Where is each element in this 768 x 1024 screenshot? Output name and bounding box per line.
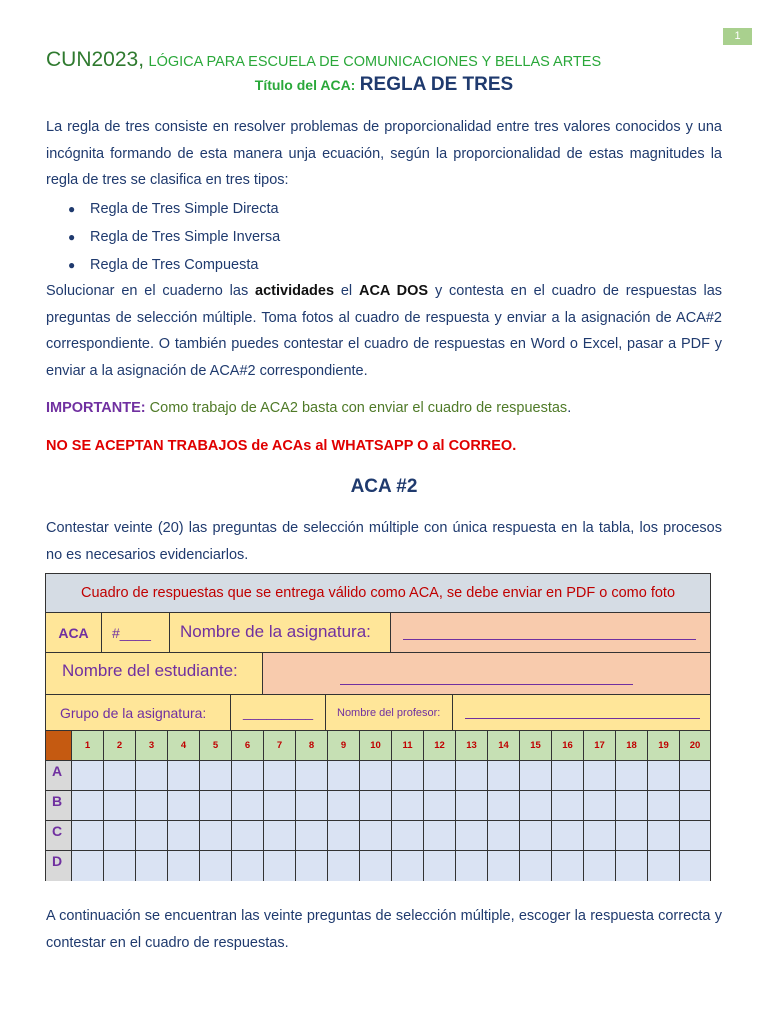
question-number: 13 — [456, 731, 488, 761]
answer-cell[interactable] — [168, 821, 200, 851]
answer-cell[interactable] — [456, 761, 488, 791]
list-item — [68, 257, 258, 273]
instructions-paragraph — [46, 278, 722, 384]
warning-text: NO SE ACEPTAN TRABAJOS de ACAs al WHATSAPP O al CORREO. — [46, 438, 517, 454]
answer-cell[interactable] — [584, 851, 616, 881]
answer-cell[interactable] — [200, 851, 232, 881]
teacher-label: Nombre del profesor: — [326, 695, 453, 731]
group-label: Grupo de la asignatura: — [46, 695, 231, 731]
answer-cell[interactable] — [680, 791, 710, 821]
bullet-icon: ● — [68, 230, 76, 244]
answer-cell[interactable] — [168, 851, 200, 881]
answer-cell[interactable] — [424, 851, 456, 881]
answer-cell[interactable] — [520, 851, 552, 881]
answer-cell[interactable] — [136, 791, 168, 821]
important-note — [46, 400, 571, 416]
question-number: 11 — [392, 731, 424, 761]
answer-cell[interactable] — [72, 821, 104, 851]
option-label: B — [46, 791, 72, 821]
question-number: 4 — [168, 731, 200, 761]
answer-cell[interactable] — [328, 821, 360, 851]
answer-cell[interactable] — [296, 851, 328, 881]
section-title: ACA #2 — [350, 476, 418, 497]
aca-title-text: REGLA DE TRES — [359, 74, 514, 95]
student-label: Nombre del estudiante: — [46, 653, 263, 695]
group-field[interactable]: _________ — [231, 695, 326, 731]
aca-label: ACA — [46, 613, 102, 653]
list-item-text: Regla de Tres Simple Inversa — [90, 229, 281, 245]
instr-text-1: Solucionar en el cuaderno las — [46, 283, 249, 299]
answer-cell[interactable] — [264, 791, 296, 821]
aca-title-label: Título del ACA: — [254, 77, 356, 93]
answer-cell[interactable] — [456, 791, 488, 821]
answer-cell[interactable] — [392, 791, 424, 821]
important-text: Como trabajo de ACA2 basta con enviar el cuadro de respuestas — [149, 400, 568, 416]
answer-cell[interactable] — [360, 761, 392, 791]
answer-cell[interactable] — [72, 851, 104, 881]
list-item — [68, 229, 280, 245]
list-item — [68, 201, 279, 217]
subject-field[interactable] — [391, 613, 710, 653]
question-number: 9 — [328, 731, 360, 761]
course-code: CUN2023, — [46, 48, 145, 71]
option-label: A — [46, 761, 72, 791]
question-number: 3 — [136, 731, 168, 761]
answer-cell[interactable] — [200, 821, 232, 851]
answer-cell[interactable] — [264, 761, 296, 791]
question-number: 6 — [232, 731, 264, 761]
question-number: 1 — [72, 731, 104, 761]
answer-cell[interactable] — [296, 821, 328, 851]
question-number: 20 — [680, 731, 710, 761]
answer-cell[interactable] — [552, 761, 584, 791]
answer-sheet — [45, 573, 711, 881]
question-number: 17 — [584, 731, 616, 761]
aca-title — [0, 74, 768, 96]
answer-cell[interactable] — [616, 761, 648, 791]
answer-cell[interactable] — [488, 851, 520, 881]
answer-cell[interactable] — [424, 821, 456, 851]
important-label: IMPORTANTE: — [46, 400, 146, 416]
question-number: 18 — [616, 731, 648, 761]
course-header — [46, 48, 601, 72]
answer-cell[interactable] — [648, 851, 680, 881]
student-field[interactable] — [263, 653, 710, 695]
answer-cell[interactable] — [136, 761, 168, 791]
answer-cell[interactable] — [264, 821, 296, 851]
answer-cell[interactable] — [616, 791, 648, 821]
answer-cell[interactable] — [584, 791, 616, 821]
aca-number-field[interactable]: #____ — [102, 613, 170, 653]
bullet-icon: ● — [68, 202, 76, 216]
answer-cell[interactable] — [520, 761, 552, 791]
page-number: 1 — [723, 28, 752, 45]
option-label: D — [46, 851, 72, 881]
answer-cell[interactable] — [232, 821, 264, 851]
answer-cell[interactable] — [72, 761, 104, 791]
answer-cell[interactable] — [136, 851, 168, 881]
answer-cell[interactable] — [584, 761, 616, 791]
answer-cell[interactable] — [456, 821, 488, 851]
course-name: LÓGICA PARA ESCUELA DE COMUNICACIONES Y BELLAS ARTES — [148, 54, 602, 70]
question-number: 7 — [264, 731, 296, 761]
answer-cell[interactable] — [232, 791, 264, 821]
answer-cell[interactable] — [648, 761, 680, 791]
question-number: 14 — [488, 731, 520, 761]
answer-cell[interactable] — [488, 821, 520, 851]
answer-cell[interactable] — [168, 761, 200, 791]
subject-label: Nombre de la asignatura: — [170, 613, 391, 653]
question-number: 16 — [552, 731, 584, 761]
answer-cell[interactable] — [616, 821, 648, 851]
answer-cell[interactable] — [392, 761, 424, 791]
answer-cell[interactable] — [200, 761, 232, 791]
answer-cell[interactable] — [488, 791, 520, 821]
answer-cell[interactable] — [232, 761, 264, 791]
answer-cell[interactable] — [360, 791, 392, 821]
answer-cell[interactable] — [680, 821, 710, 851]
answer-cell[interactable] — [104, 851, 136, 881]
grid-corner — [46, 731, 72, 761]
answer-cell[interactable] — [360, 851, 392, 881]
answer-cell[interactable] — [488, 761, 520, 791]
answer-sheet-caption: Cuadro de respuestas que se entrega válido como ACA, se debe enviar en PDF o como foto — [46, 574, 710, 613]
answer-cell[interactable] — [552, 821, 584, 851]
question-number: 10 — [360, 731, 392, 761]
bullet-icon: ● — [68, 258, 76, 272]
answer-cell[interactable] — [456, 851, 488, 881]
answer-cell[interactable] — [328, 851, 360, 881]
answer-cell[interactable] — [424, 791, 456, 821]
list-item-text: Regla de Tres Simple Directa — [90, 201, 279, 217]
teacher-blank-line — [465, 718, 700, 719]
answer-cell[interactable] — [168, 791, 200, 821]
student-blank-line — [340, 684, 633, 685]
answer-cell[interactable] — [328, 791, 360, 821]
question-number: 2 — [104, 731, 136, 761]
intro-paragraph: La regla de tres consiste en resolver problemas de proporcionalidad entre tres valores conocidos y una incógnita formando de esta manera unja ecuación, según la proporcionalidad de estas magnitudes la regla de tres se clasifica en tres tipos: — [46, 119, 722, 188]
instr-bold-2: ACA DOS — [358, 283, 429, 299]
answer-cell[interactable] — [520, 821, 552, 851]
list-item-text: Regla de Tres Compuesta — [90, 257, 259, 273]
answer-cell[interactable] — [520, 791, 552, 821]
answer-cell[interactable] — [264, 851, 296, 881]
answer-cell[interactable] — [328, 761, 360, 791]
answer-cell[interactable] — [104, 761, 136, 791]
question-number: 5 — [200, 731, 232, 761]
answer-cell[interactable] — [392, 851, 424, 881]
answer-cell[interactable] — [680, 851, 710, 881]
instr-text-3: y contesta en el cuadro de respuestas las preguntas de selección múltiple. Toma fotos al cuadro de respuesta y enviar a la asignación de ACA#2 correspondiente. O también puedes contestar el cuadro de respuestas en Word o Excel, pasar a PDF y enviar a la asignación de ACA#2 correspondiente. — [46, 283, 723, 379]
question-number: 12 — [424, 731, 456, 761]
important-end: . — [567, 400, 572, 416]
section-intro: Contestar veinte (20) las preguntas de selección múltiple con única respuesta en la tabla, los procesos no es necesarios evidenciarlos. — [46, 520, 722, 563]
answer-cell[interactable] — [200, 791, 232, 821]
option-label: C — [46, 821, 72, 851]
answer-cell[interactable] — [360, 821, 392, 851]
answer-cell[interactable] — [136, 821, 168, 851]
answer-cell[interactable] — [648, 791, 680, 821]
teacher-field[interactable] — [453, 695, 710, 731]
answer-cell[interactable] — [104, 791, 136, 821]
answer-cell[interactable] — [296, 761, 328, 791]
answer-cell[interactable] — [392, 821, 424, 851]
answer-cell[interactable] — [552, 791, 584, 821]
answer-cell[interactable] — [296, 791, 328, 821]
answer-cell[interactable] — [424, 761, 456, 791]
answer-cell[interactable] — [232, 851, 264, 881]
answer-cell[interactable] — [680, 761, 710, 791]
question-number: 15 — [520, 731, 552, 761]
instr-bold-1: actividades — [255, 283, 335, 299]
closing-paragraph: A continuación se encuentran las veinte preguntas de selección múltiple, escoger la respuesta correcta y contestar en el cuadro de respuestas. — [46, 908, 722, 951]
question-number: 8 — [296, 731, 328, 761]
answer-cell[interactable] — [616, 851, 648, 881]
answer-cell[interactable] — [648, 821, 680, 851]
instr-text-2: el — [340, 283, 353, 299]
answer-cell[interactable] — [104, 821, 136, 851]
answer-cell[interactable] — [72, 791, 104, 821]
question-number: 19 — [648, 731, 680, 761]
subject-blank-line — [403, 639, 696, 640]
answer-cell[interactable] — [552, 851, 584, 881]
answer-cell[interactable] — [584, 821, 616, 851]
